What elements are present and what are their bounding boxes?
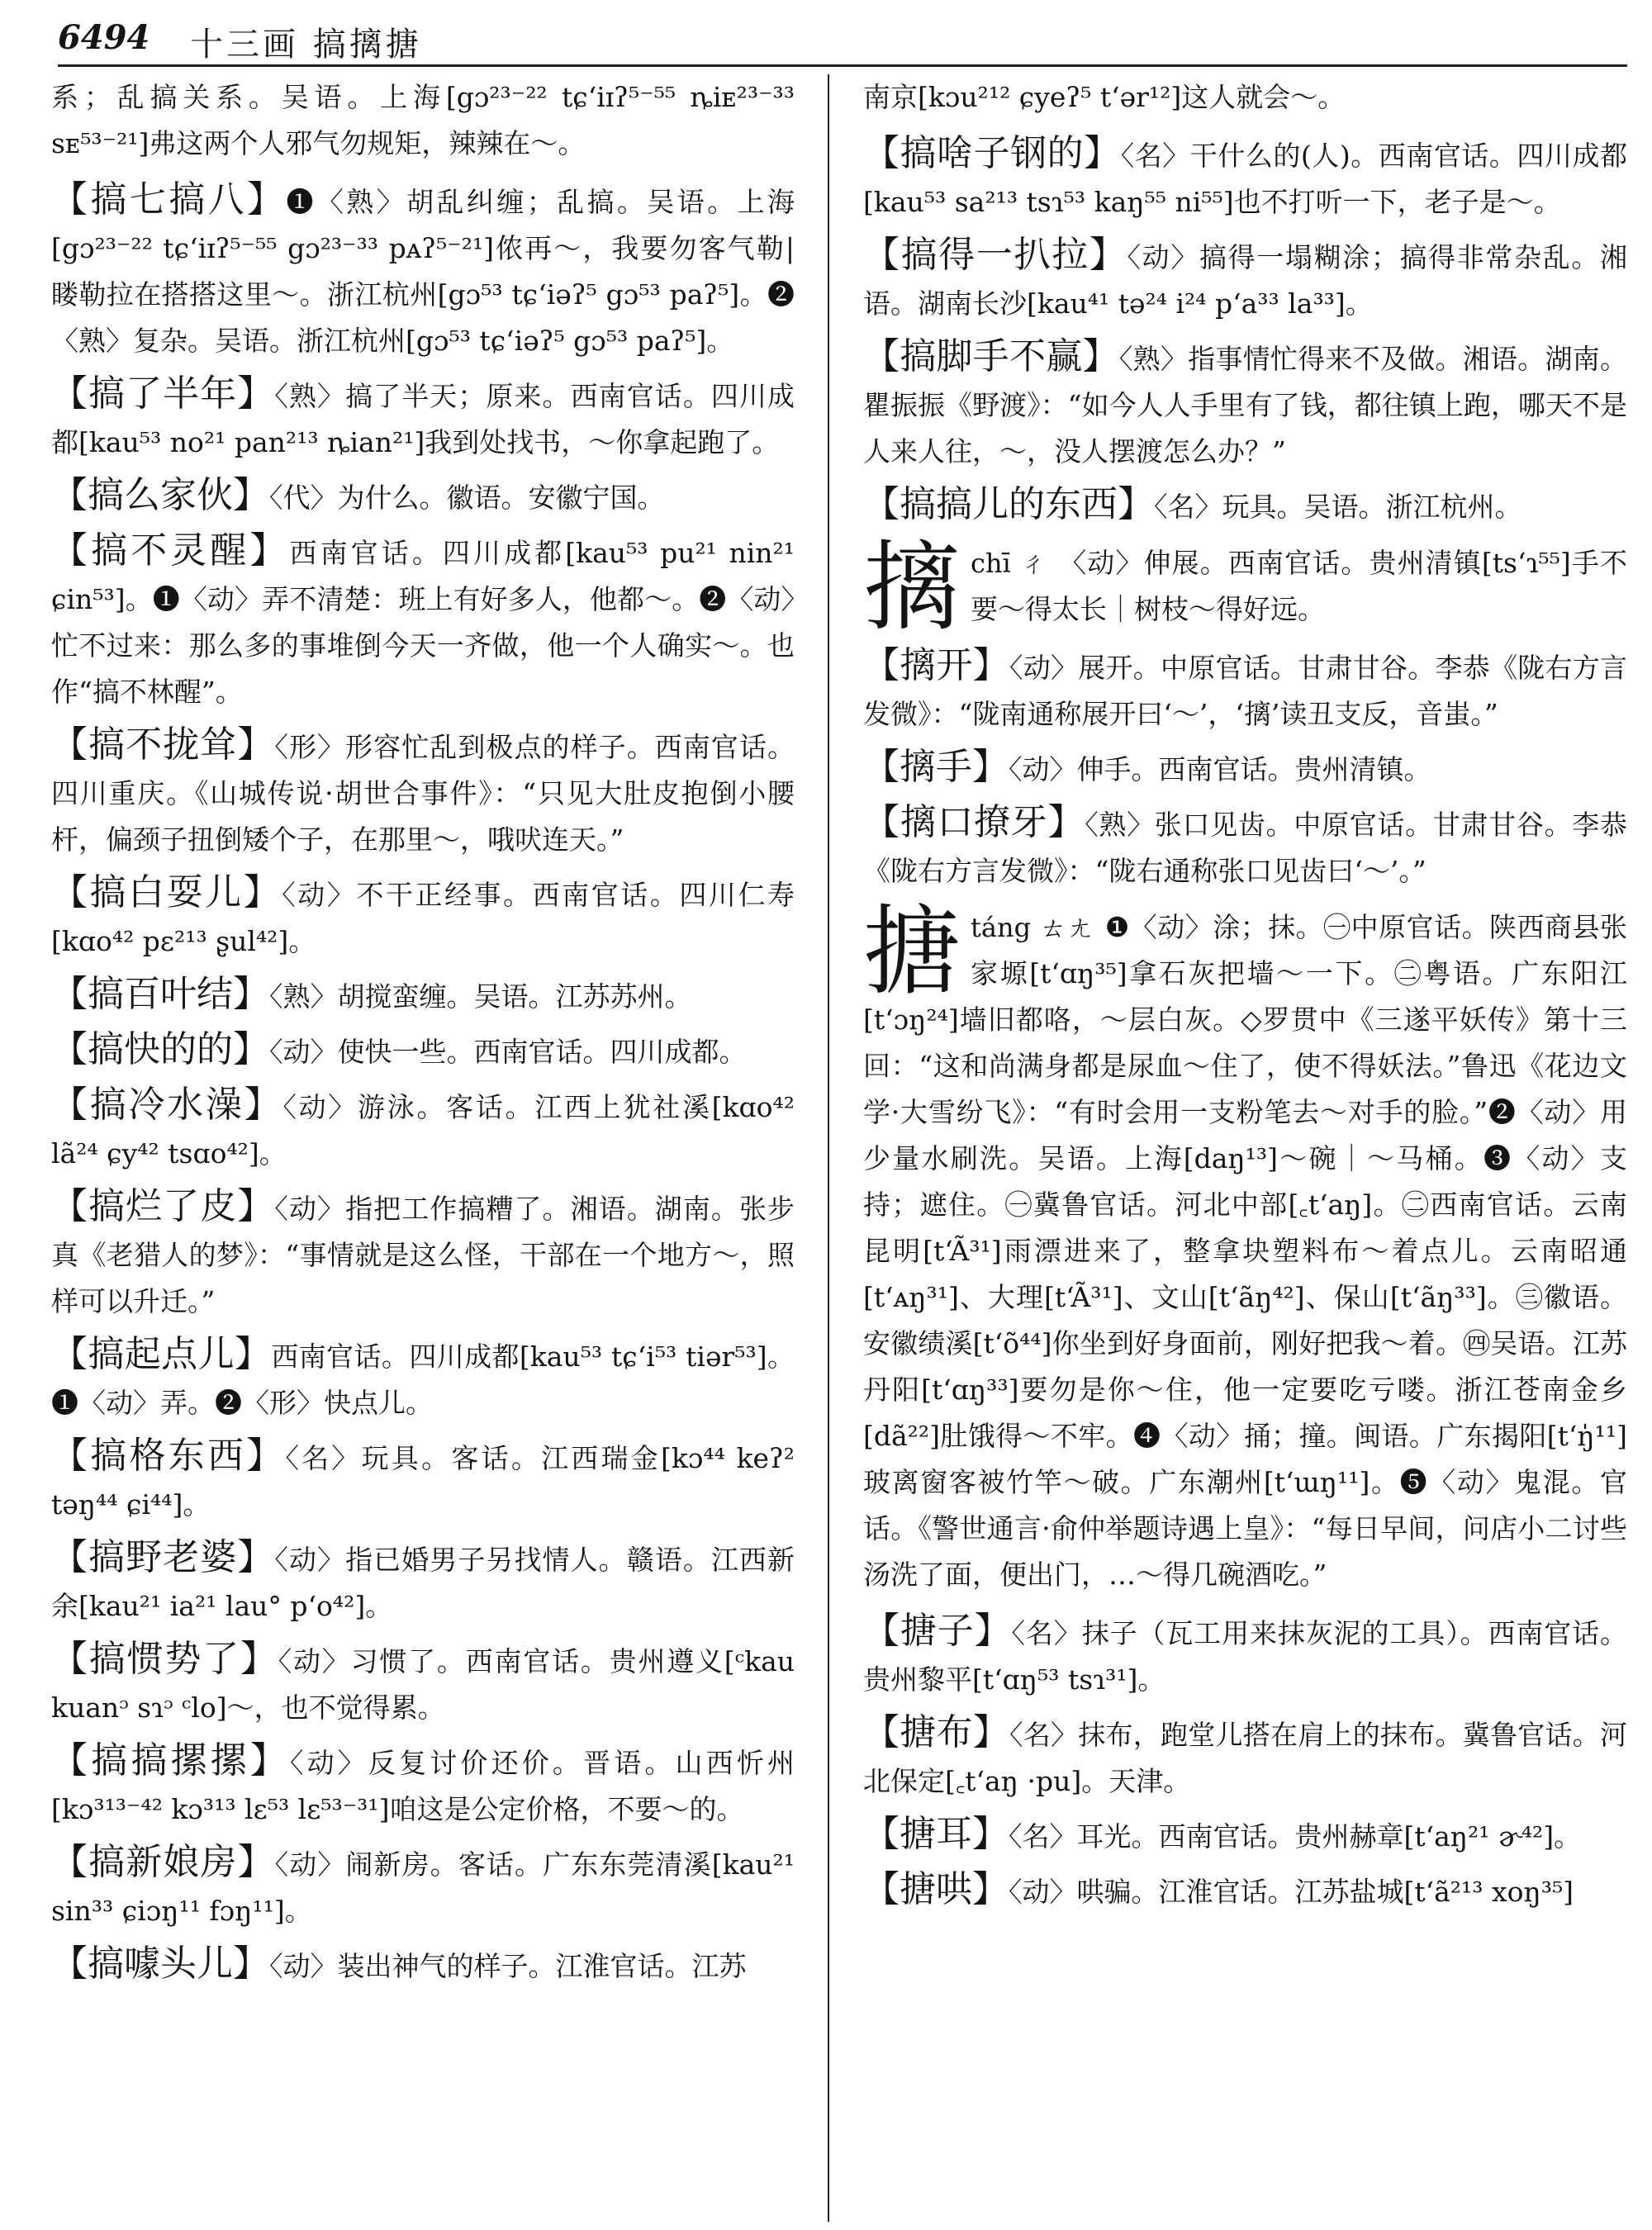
- entry-body: 〈名〉抹布，跑堂儿搭在肩上的抹布。冀鲁官话。河北保定[꜀tʻaŋ ·pu]。天津。: [863, 1719, 1627, 1797]
- header-rule: [58, 64, 1627, 67]
- entry-headword: 【搞新娘房】: [51, 1841, 275, 1883]
- character-entry: [863, 894, 1627, 1598]
- character-entry: [863, 530, 1627, 644]
- entry-body: 〈名〉干什么的(人)。西南官话。四川成都[kau⁵³ sa²¹³ tsɿ⁵³ kaŋ⁵⁵ ni⁵⁵]也不打听一下，老子是～。: [863, 140, 1628, 218]
- dictionary-entry: [51, 1184, 795, 1325]
- right-column: [863, 74, 1627, 1922]
- entry-headword: 【搞么家伙】: [51, 474, 269, 516]
- dictionary-entry: [51, 1636, 795, 1731]
- page-title: 十三画 搞摛搪: [190, 26, 422, 64]
- entry-body: 〈动〉伸手。西南官话。贵州清镇。: [1009, 753, 1431, 785]
- dictionary-entry: [51, 1082, 795, 1177]
- entry-body: 〈名〉玩具。吴语。浙江杭州。: [1154, 491, 1522, 523]
- entry-body: 〈名〉抹子（瓦工用来抹灰泥的工具）。西南官话。贵州黎平[tʻɑŋ⁵³ tsɿ³¹]。: [863, 1617, 1628, 1696]
- entry-body: 西南官话。四川成都[kau⁵³ pu²¹ nin²¹ ɕin⁵³]。❶〈动〉弄不清楚：班上有好多人，他都～。❷〈动〉忙不过来：那么多的事堆倒今天一齐做，他一个人确实～。也作“搞不林醒”。: [51, 537, 795, 708]
- head-character: 搪: [863, 894, 961, 1008]
- column-divider: [828, 74, 829, 2222]
- dictionary-entry: [51, 1941, 795, 1990]
- entry-headword: 【摛口撩牙】: [863, 801, 1085, 843]
- dictionary-entry: [863, 744, 1627, 793]
- dictionary-entry: [51, 722, 795, 863]
- dictionary-entry: [863, 482, 1627, 530]
- dictionary-entry: [51, 1839, 795, 1934]
- entry-headword: 【搞惯势了】: [51, 1638, 278, 1680]
- dictionary-entry: [51, 472, 795, 521]
- pinyin: táng ㄊㄤ: [971, 912, 1094, 943]
- entry-headword: 【搞了半年】: [51, 372, 275, 415]
- entry-headword: 【搞搞摞摞】: [51, 1739, 290, 1782]
- entry-headword: 【搞得一扒拉】: [863, 234, 1127, 276]
- dictionary-entry: [51, 177, 795, 364]
- entry-headword: 【搞冷水澡】: [51, 1084, 283, 1126]
- entry-body: 〈动〉指已婚男子另找情人。赣语。江西新余[kau²¹ ia²¹ lau° pʻo⁴²]。: [51, 1544, 795, 1622]
- dictionary-entry: [863, 334, 1627, 475]
- entry-body: 系；乱搞关系。吴语。上海[gɔ²³⁻²² tɕʻiɪʔ⁵⁻⁵⁵ ȵiᴇ²³⁻³³ sᴇ⁵³⁻²¹]弗这两个人邪气勿规矩，辣辣在～。: [51, 81, 795, 159]
- dictionary-entry: [863, 74, 1627, 121]
- dictionary-entry: [863, 1811, 1627, 1860]
- dictionary-entry: [51, 1535, 795, 1630]
- entry-headword: 【摛开】: [863, 644, 1009, 686]
- entry-headword: 【搪布】: [863, 1711, 1009, 1753]
- entry-body: 〈熟〉搞了半天；原来。西南官话。四川成都[kau⁵³ no²¹ pan²¹³ ȵian²¹]我到处找书，～你拿起跑了。: [51, 380, 795, 458]
- head-character: 摛: [863, 530, 961, 644]
- entry-body: 南京[kɔu²¹² ɕyeʔ⁵ tʻər¹²]这人就会～。: [863, 81, 1346, 113]
- entry-body: 〈动〉搞得一塌糊涂；搞得非常杂乱。湘语。湖南长沙[kau⁴¹ tə²⁴ i²⁴ pʻa³³ la³³]。: [863, 241, 1628, 320]
- dictionary-entry: [51, 971, 795, 1020]
- dictionary-entry: [863, 1608, 1627, 1703]
- entry-headword: 【搞啥子钢的】: [863, 132, 1121, 174]
- entry-headword: 【搞起点儿】: [51, 1333, 272, 1375]
- entry-body: 〈动〉闹新房。客话。广东东莞清溪[kau²¹ sin³³ ɕiɔŋ¹¹ fɔŋ¹¹]。: [51, 1848, 795, 1927]
- entry-headword: 【搞格东西】: [51, 1435, 286, 1477]
- entry-body: 〈动〉不干正经事。西南官话。四川仁寿[kɑo⁴² pɛ²¹³ ʂul⁴²]。: [51, 879, 795, 957]
- entry-body: 〈动〉伸展。西南官话。贵州清镇[tsʻɿ⁵⁵]手不要～得太长｜树枝～得好远。: [971, 547, 1627, 625]
- entry-headword: 【搞白耍儿】: [51, 871, 282, 913]
- entry-headword: 【搪哄】: [863, 1868, 1009, 1910]
- entry-body: 〈代〉为什么。徽语。安徽宁国。: [269, 482, 665, 514]
- entry-body: 〈熟〉张口见齿。中原官话。甘肃甘谷。李恭《陇右方言发微》：“陇右通称张口见齿曰‘～’。”: [863, 809, 1628, 887]
- entry-body: 〈动〉使快一些。西南官话。四川成都。: [269, 1036, 747, 1068]
- entry-body: 〈动〉反复讨价还价。晋语。山西忻州[kɔ³¹³⁻⁴² kɔ³¹³ lɛ⁵³ lɛ⁵³⁻³¹]咱这是公定价格，不要～的。: [51, 1747, 795, 1825]
- entry-headword: 【搞野老婆】: [51, 1536, 275, 1578]
- entry-body: 西南官话。四川成都[kau⁵³ tɕʻi⁵³ tiər⁵³]。❶〈动〉弄。❷〈形〉快点儿。: [51, 1340, 795, 1419]
- entry-body: 〈名〉耳光。西南官话。贵州赫章[tʻaŋ²¹ ɚ⁴²]。: [1009, 1820, 1582, 1853]
- entry-body: 〈动〉哄骗。江淮官话。江苏盐城[tʻã²¹³ xoŋ³⁵]: [1009, 1876, 1574, 1908]
- entry-body: 〈名〉玩具。客话。江西瑞金[kɔ⁴⁴ keʔ² təŋ⁴⁴ ɕi⁴⁴]。: [51, 1442, 795, 1521]
- dictionary-entry: [51, 1433, 795, 1528]
- dictionary-entry: [51, 1331, 795, 1426]
- pinyin: chī ㄔ: [971, 548, 1048, 579]
- dictionary-entry: [863, 130, 1627, 225]
- dictionary-entry: [51, 1738, 795, 1833]
- entry-headword: 【搞脚手不赢】: [863, 335, 1119, 377]
- page-header: [58, 15, 1627, 64]
- entry-headword: 【搞不拢耸】: [51, 724, 275, 766]
- entry-headword: 【搞噱头儿】: [51, 1943, 269, 1985]
- dictionary-entry: [863, 1710, 1627, 1805]
- entry-body: 〈动〉展开。中原官话。甘肃甘谷。李恭《陇右方言发微》：“陇南通称展开曰‘～’，‘摛’读丑支反，音蚩。”: [863, 652, 1627, 730]
- dictionary-entry: [863, 799, 1627, 894]
- entry-body: 〈熟〉指事情忙得来不及做。湘语。湖南。瞿振振《野渡》：“如今人人手里有了钱，都往镇上跑，哪天不是人来人往，～，没人摆渡怎么办？”: [863, 343, 1628, 467]
- entry-headword: 【搞百叶结】: [51, 973, 269, 1015]
- dictionary-entry: [863, 232, 1627, 327]
- entry-headword: 【搞烂了皮】: [51, 1185, 275, 1227]
- page-number: 6494: [58, 18, 150, 57]
- entry-body: ❶〈熟〉胡乱纠缠；乱搞。吴语。上海[gɔ²³⁻²² tɕʻiɪʔ⁵⁻⁵⁵ gɔ²³⁻³³ pᴀʔ⁵⁻²¹]侬再～，我要勿客气勒|䁖勒拉在搭搭这里～。浙江杭州[gɔ⁵³ tɕʻiəʔ⁵ gɔ⁵³ paʔ⁵]。❷〈熟〉复杂。吴语。浙江杭州[gɔ⁵³ tɕʻiəʔ⁵ gɔ⁵³ paʔ⁵]。: [51, 186, 795, 357]
- entry-body: 〈形〉形容忙乱到极点的样子。西南官话。四川重庆。《山城传说·胡世合事件》：“只见大肚皮抱倒小腰杆，偏颈子扭倒矮个子，在那里～，哦吠连天。”: [51, 731, 795, 856]
- entry-headword: 【搞七搞八】: [51, 178, 287, 221]
- left-column: [51, 74, 795, 1996]
- entry-headword: 【搪耳】: [863, 1813, 1009, 1855]
- dictionary-entry: [51, 371, 795, 466]
- entry-headword: 【摛手】: [863, 746, 1009, 788]
- entry-headword: 【搞搞儿的东西】: [863, 483, 1154, 525]
- dictionary-entry: [863, 643, 1627, 738]
- entry-body: 〈熟〉胡搅蛮缠。吴语。江苏苏州。: [269, 980, 692, 1013]
- entry-body: 〈动〉游泳。客话。江西上犹社溪[kɑo⁴² lã²⁴ ɕy⁴² tsɑo⁴²]。: [51, 1091, 795, 1170]
- entry-headword: 【搞不灵醒】: [51, 529, 290, 572]
- entry-headword: 【搪子】: [863, 1610, 1012, 1652]
- dictionary-entry: [51, 870, 795, 965]
- dictionary-entry: [51, 528, 795, 715]
- dictionary-entry: [863, 1867, 1627, 1915]
- entry-body: 〈动〉习惯了。西南官话。贵州遵义[ᶜkau kuanᵓ sɿᵓ ᶜlo]～，也不觉得累。: [51, 1645, 795, 1724]
- dictionary-entry: [51, 74, 795, 167]
- entry-body: 〈动〉装出神气的样子。江淮官话。江苏: [269, 1950, 747, 1982]
- dictionary-entry: [51, 1027, 795, 1075]
- entry-body: 〈动〉指把工作搞糟了。湘语。湖南。张步真《老猎人的梦》：“事情就是这么怪，干部在一个地方～，照样可以升迁。”: [51, 1193, 795, 1317]
- entry-body: ❶〈动〉涂；抹。㊀中原官话。陕西商县张家塬[tʻɑŋ³⁵]拿石灰把墙～一下。㊁粤语。广东阳江[tʻɔŋ²⁴]墙旧都咯，～层白灰。◇罗贯中《三遂平妖传》第十三回：“这和尚满身都是尿血～住了，使不得妖法。”鲁迅《花边文学·大雪纷飞》：“有时会用一支粉笔去～对手的脸。”❷〈动〉用少量水刷洗。吴语。上海[daŋ¹³]～碗｜～马桶。❸〈动〉支持；遮住。㊀冀鲁官话。河北中部[꜀tʻaŋ]。㊁西南官话。云南昆明[tʻÃ³¹]雨漂进来了，整拿块塑料布～着点儿。云南昭通[tʻᴀŋ³¹]、大理[tʻÃ³¹]、文山[tʻãŋ⁴²]、保山[tʻãŋ³³]。㊂徽语。安徽绩溪[tʻõ⁴⁴]你坐到好身面前，刚好把我～着。㊃吴语。江苏丹阳[tʻɑŋ³³]要勿是你～住，他一定要吃亏喽。浙江苍南金乡[dã²²]肚饿得～不牢。❹〈动〉捅；撞。闽语。广东揭阳[tʻŋ̍¹¹]玻离窗客被竹竿～破。广东潮州[tʻɯŋ¹¹]。❺〈动〉鬼混。官话。《警世通言·俞仲举题诗遇上皇》：“每日早间，问店小二讨些汤洗了面，便出门，…～得几碗酒吃。”: [863, 911, 1627, 1591]
- entry-headword: 【搞快的的】: [51, 1028, 269, 1070]
